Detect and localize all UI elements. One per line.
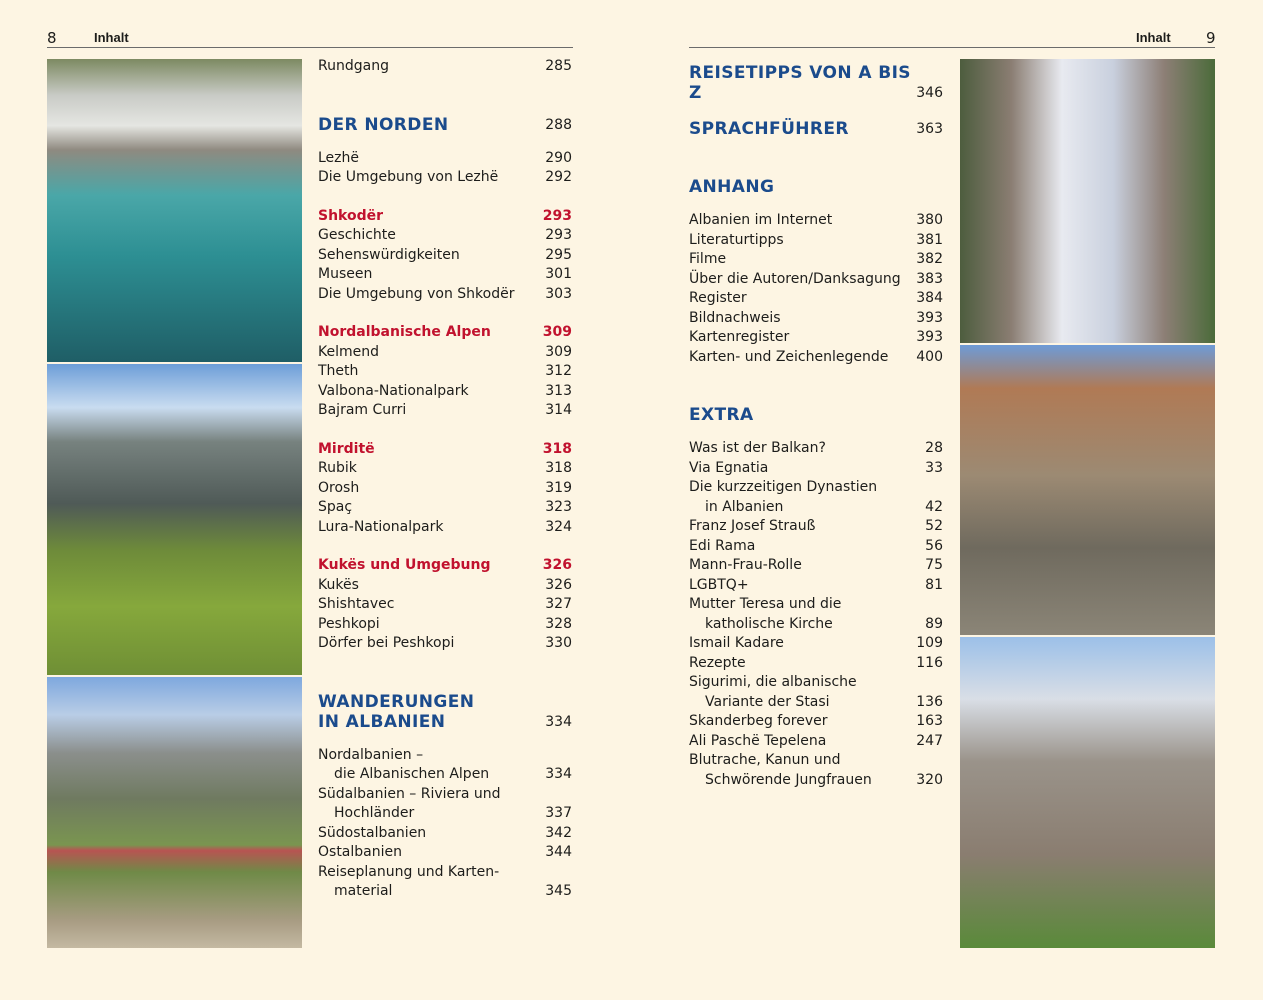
toc-entry-page: 285 bbox=[545, 58, 572, 74]
toc-entry-page: 288 bbox=[545, 116, 572, 133]
toc-entry bbox=[318, 692, 572, 732]
toc-entry-page: 345 bbox=[545, 883, 572, 899]
toc-entry-title: Nordalbanien – bbox=[318, 746, 424, 763]
toc-entry-page: 52 bbox=[925, 518, 943, 534]
toc-entry-page: 318 bbox=[542, 440, 572, 457]
toc-entry-title: REISETIPPS VON A BIS Z bbox=[689, 63, 911, 103]
toc-entry bbox=[689, 478, 943, 498]
toc-entry-page: 319 bbox=[545, 479, 572, 496]
toc-entry-page: 295 bbox=[545, 246, 572, 263]
toc-entry-title: Die Umgebung von Lezhë bbox=[318, 169, 499, 185]
toc-entry-title: Kukës bbox=[318, 576, 359, 593]
toc-entry-page: 136 bbox=[916, 693, 943, 710]
toc-entry bbox=[689, 177, 943, 197]
toc-entry-title: Filme bbox=[689, 251, 727, 267]
toc-entry-title: Peshkopi bbox=[318, 615, 380, 632]
toc-entry bbox=[318, 382, 572, 402]
toc-entry-page: 312 bbox=[545, 363, 572, 379]
toc-entry bbox=[689, 63, 943, 103]
toc-entry-title: Dörfer bei Peshkopi bbox=[318, 635, 455, 651]
toc-entry bbox=[318, 459, 572, 479]
toc-entry bbox=[318, 615, 572, 635]
toc-entry bbox=[689, 595, 943, 615]
toc-entry bbox=[689, 119, 943, 139]
toc-entry-title: Literaturtipps bbox=[689, 231, 784, 248]
toc-entry-page: 75 bbox=[925, 557, 943, 573]
toc-entry-page: 290 bbox=[545, 149, 572, 166]
toc-entry-page: 384 bbox=[916, 290, 943, 306]
toc-entry bbox=[318, 843, 572, 863]
toc-entry bbox=[318, 285, 572, 305]
toc-entry bbox=[689, 771, 943, 791]
toc-entry-page: 342 bbox=[545, 824, 572, 841]
toc-entry bbox=[689, 654, 943, 674]
toc-entry bbox=[689, 439, 943, 459]
toc-entry-title: Shkodër bbox=[318, 207, 384, 224]
toc-entry bbox=[689, 328, 943, 348]
toc-entry-title: WANDERUNGEN IN ALBANIEN bbox=[318, 691, 475, 732]
toc-entry bbox=[689, 270, 943, 290]
photo-horses-valley bbox=[47, 677, 302, 948]
toc-entry bbox=[318, 882, 572, 902]
toc-entry-title: material bbox=[334, 883, 393, 899]
toc-entry-page: 42 bbox=[925, 498, 943, 515]
toc-entry-page: 28 bbox=[925, 440, 943, 456]
header-rule-left bbox=[47, 47, 573, 48]
photo-stone-bridge bbox=[47, 59, 302, 362]
toc-entry-page: 293 bbox=[542, 207, 572, 224]
toc-entry-page: 313 bbox=[545, 382, 572, 399]
toc-entry bbox=[318, 863, 572, 883]
toc-entry-title: LGBTQ+ bbox=[689, 576, 749, 593]
toc-entry bbox=[689, 576, 943, 596]
toc-entry-title: Blutrache, Kanun und bbox=[689, 752, 841, 768]
toc-entry-page: 328 bbox=[545, 615, 572, 632]
toc-entry-title: Kelmend bbox=[318, 343, 379, 360]
toc-entry-title: Shishtavec bbox=[318, 596, 395, 612]
toc-entry-title: Sehenswürdigkeiten bbox=[318, 246, 460, 263]
running-head-left: Inhalt bbox=[94, 30, 129, 45]
toc-entry bbox=[318, 440, 572, 460]
toc-entry-title: Sigurimi, die albanische bbox=[689, 674, 857, 690]
toc-entry-title: Franz Josef Strauß bbox=[689, 518, 816, 534]
toc-entry bbox=[318, 765, 572, 785]
toc-entry-page: 382 bbox=[916, 251, 943, 267]
toc-entry bbox=[318, 634, 572, 654]
photo-mother-teresa-statue bbox=[960, 59, 1215, 343]
toc-entry-title: Rubik bbox=[318, 460, 357, 476]
toc-entry-page: 318 bbox=[545, 460, 572, 476]
toc-entry-page: 393 bbox=[916, 329, 943, 345]
toc-entry bbox=[689, 732, 943, 752]
toc-entry-title: Nordalbanische Alpen bbox=[318, 324, 491, 340]
toc-entry-title: Mirditë bbox=[318, 440, 375, 457]
toc-entry-page: 109 bbox=[916, 635, 943, 651]
toc-entry bbox=[318, 115, 572, 135]
running-head-right: Inhalt bbox=[1136, 30, 1171, 45]
toc-entry-page: 330 bbox=[545, 635, 572, 651]
toc-entry-page: 81 bbox=[925, 576, 943, 593]
toc-entry bbox=[318, 498, 572, 518]
toc-entry-title: Geschichte bbox=[318, 227, 396, 243]
toc-right bbox=[689, 57, 943, 790]
toc-entry bbox=[689, 289, 943, 309]
toc-entry-page: 326 bbox=[545, 576, 572, 593]
toc-entry-page: 380 bbox=[916, 212, 943, 228]
toc-entry-page: 309 bbox=[545, 343, 572, 360]
toc-entry-title: Die Umgebung von Shkodër bbox=[318, 285, 515, 302]
toc-entry bbox=[318, 556, 572, 576]
toc-entry-title: Spaç bbox=[318, 499, 353, 515]
toc-entry-page: 293 bbox=[545, 227, 572, 243]
toc-entry-page: 334 bbox=[545, 766, 572, 782]
toc-entry-title: Was ist der Balkan? bbox=[689, 440, 826, 456]
toc-entry-title: Skanderbeg forever bbox=[689, 713, 828, 729]
toc-entry-page: 309 bbox=[542, 324, 572, 340]
toc-entry bbox=[689, 348, 943, 368]
toc-entry-title: Südostalbanien bbox=[318, 824, 427, 841]
toc-entry bbox=[689, 615, 943, 635]
toc-entry-title: Rezepte bbox=[689, 654, 746, 671]
toc-entry-title: Bajram Curri bbox=[318, 402, 407, 418]
toc-entry bbox=[318, 362, 572, 382]
toc-entry-title: Mutter Teresa und die bbox=[689, 596, 842, 612]
toc-entry-title: Mann-Frau-Rolle bbox=[689, 557, 802, 573]
toc-entry-page: 381 bbox=[916, 231, 943, 248]
page-number-left: 8 bbox=[47, 29, 57, 47]
toc-entry-page: 393 bbox=[916, 309, 943, 326]
toc-entry bbox=[689, 693, 943, 713]
toc-entry-page: 320 bbox=[916, 771, 943, 788]
toc-entry bbox=[689, 211, 943, 231]
toc-entry-page: 323 bbox=[545, 499, 572, 515]
toc-entry bbox=[689, 712, 943, 732]
toc-entry-title: Orosh bbox=[318, 479, 360, 496]
toc-entry-title: Lezhë bbox=[318, 149, 360, 166]
photo-stone-house-blossoms bbox=[960, 637, 1215, 948]
toc-entry bbox=[318, 207, 572, 227]
toc-entry bbox=[689, 405, 943, 425]
toc-entry-title: SPRACHFÜHRER bbox=[689, 119, 849, 139]
toc-entry-title: Ostalbanien bbox=[318, 844, 402, 860]
toc-entry-page: 383 bbox=[916, 270, 943, 287]
toc-entry-title: katholische Kirche bbox=[705, 615, 833, 632]
toc-entry bbox=[318, 168, 572, 188]
toc-entry-title: Schwörende Jungfrauen bbox=[705, 771, 872, 788]
toc-entry-page: 363 bbox=[916, 121, 943, 137]
toc-entry-title: EXTRA bbox=[689, 405, 754, 425]
toc-entry-title: Reiseplanung und Karten- bbox=[318, 863, 500, 880]
toc-entry-page: 247 bbox=[916, 732, 943, 749]
toc-entry bbox=[689, 556, 943, 576]
toc-entry-page: 301 bbox=[545, 266, 572, 282]
toc-entry bbox=[318, 343, 572, 363]
toc-entry-page: 89 bbox=[925, 615, 943, 632]
toc-entry-page: 116 bbox=[916, 654, 943, 671]
toc-entry bbox=[689, 459, 943, 479]
toc-entry-title: Albanien im Internet bbox=[689, 212, 833, 228]
toc-entry-page: 303 bbox=[545, 285, 572, 302]
toc-entry-page: 292 bbox=[545, 169, 572, 185]
toc-entry-title: Variante der Stasi bbox=[705, 693, 830, 710]
toc-entry bbox=[689, 517, 943, 537]
toc-entry-page: 33 bbox=[925, 459, 943, 476]
header-rule-right bbox=[689, 47, 1215, 48]
toc-entry bbox=[689, 537, 943, 557]
toc-entry-title: Edi Rama bbox=[689, 537, 756, 554]
toc-left bbox=[318, 57, 572, 902]
toc-entry bbox=[318, 226, 572, 246]
toc-entry-title: Theth bbox=[318, 363, 359, 379]
toc-entry-page: 327 bbox=[545, 596, 572, 612]
toc-entry-title: Museen bbox=[318, 266, 373, 282]
toc-entry bbox=[318, 804, 572, 824]
toc-entry bbox=[689, 231, 943, 251]
toc-entry bbox=[318, 785, 572, 805]
toc-entry-title: Kukës und Umgebung bbox=[318, 557, 491, 573]
toc-entry bbox=[318, 149, 572, 169]
toc-entry-page: 344 bbox=[545, 844, 572, 860]
toc-entry bbox=[318, 479, 572, 499]
toc-entry bbox=[318, 576, 572, 596]
toc-entry-page: 314 bbox=[545, 402, 572, 418]
toc-entry bbox=[689, 673, 943, 693]
toc-entry bbox=[318, 246, 572, 266]
toc-entry bbox=[318, 401, 572, 421]
toc-entry-title: Lura-Nationalpark bbox=[318, 518, 444, 535]
toc-entry-title: Hochländer bbox=[334, 805, 415, 821]
toc-entry-title: ANHANG bbox=[689, 177, 775, 197]
toc-entry bbox=[318, 57, 572, 77]
toc-entry bbox=[689, 309, 943, 329]
toc-entry-title: die Albanischen Alpen bbox=[334, 766, 490, 782]
toc-entry bbox=[689, 250, 943, 270]
toc-entry-title: DER NORDEN bbox=[318, 114, 449, 135]
toc-entry bbox=[318, 265, 572, 285]
toc-entry-title: Ali Paschë Tepelena bbox=[689, 732, 827, 749]
toc-entry bbox=[318, 746, 572, 766]
toc-entry-title: Die kurzzeitigen Dynastien bbox=[689, 479, 878, 495]
toc-entry bbox=[318, 323, 572, 343]
photo-mountains-hikers bbox=[47, 364, 302, 675]
toc-entry bbox=[689, 498, 943, 518]
toc-entry-title: Register bbox=[689, 290, 747, 306]
toc-entry bbox=[318, 595, 572, 615]
toc-entry bbox=[689, 634, 943, 654]
toc-entry-title: Karten- und Zeichenlegende bbox=[689, 348, 889, 365]
toc-entry-title: Bildnachweis bbox=[689, 309, 781, 326]
toc-entry-title: Ismail Kadare bbox=[689, 635, 784, 651]
toc-entry bbox=[318, 824, 572, 844]
toc-entry bbox=[318, 518, 572, 538]
toc-entry-page: 324 bbox=[545, 518, 572, 535]
toc-entry bbox=[689, 751, 943, 771]
toc-entry-page: 326 bbox=[542, 557, 572, 573]
toc-entry-title: Kartenregister bbox=[689, 329, 790, 345]
toc-entry-page: 337 bbox=[545, 805, 572, 821]
page-number-right: 9 bbox=[1206, 29, 1216, 47]
toc-entry-title: Über die Autoren/Danksagung bbox=[689, 270, 901, 287]
toc-entry-title: Via Egnatia bbox=[689, 459, 769, 476]
toc-entry-title: Südalbanien – Riviera und bbox=[318, 785, 501, 802]
toc-entry-title: in Albanien bbox=[705, 498, 784, 515]
toc-entry-page: 400 bbox=[916, 348, 943, 365]
photo-byzantine-church bbox=[960, 345, 1215, 635]
toc-entry-page: 334 bbox=[545, 713, 572, 730]
toc-entry-title: Valbona-Nationalpark bbox=[318, 382, 469, 399]
toc-entry-title: Rundgang bbox=[318, 58, 389, 74]
toc-entry-page: 346 bbox=[916, 85, 943, 101]
toc-entry-page: 56 bbox=[925, 537, 943, 554]
toc-entry-page: 163 bbox=[916, 713, 943, 729]
